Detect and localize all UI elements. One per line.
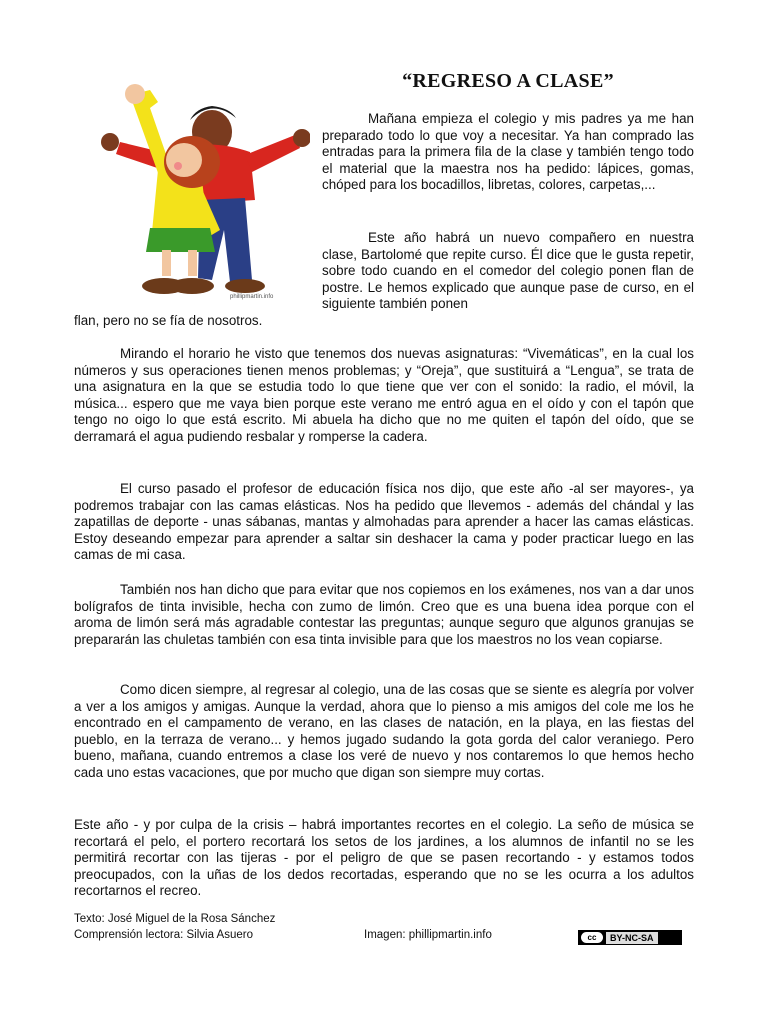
document-title: “REGRESO A CLASE”: [402, 70, 614, 92]
illustration-watermark: phillipmartin.info: [230, 294, 274, 300]
creative-commons-icon: cc: [581, 932, 603, 943]
paragraph-7: Este año - y por culpa de la crisis – habrá importantes recortes en el colegio. La seño de música se recortará el pelo, el portero recortará los setos de los jardines, a los alumnos de infantil no se les permitirá recortar con las tijeras - por el peligro de que se pasen recortando - y estamos todos preocupados, con la uñas de los dedos recortadas, esperando que no se les ocurra a los adultos recortarnos el recreo.: [74, 817, 694, 899]
paragraph-1: Mañana empieza el colegio y mis padres ya me han preparado todo lo que voy a necesitar. Ya han comprado las entradas para la primera fila de la clase y también tengo todo el material que la maestra nos ha pedido: lápices, gomas, chóped para los bocadillos, libretas, colores, carpetas,...: [322, 111, 694, 193]
comprehension-credit: Comprensión lectora: Silvia Asuero: [74, 929, 253, 941]
license-label: BY-NC-SA: [606, 932, 658, 944]
text-author-credit: Texto: José Miguel de la Rosa Sánchez: [74, 913, 276, 925]
paragraph-3: Mirando el horario he visto que tenemos dos nuevas asignaturas: “Vivemáticas”, en la cual los números y sus operaciones tienen menos problemas; y “Oreja”, que sustituirá a “Lengua”, se trata de una asignatura en la que se estudia todo lo que tiene que ver con el sonido: la radio, el móvil, la música... espero que me vaya bien porque este verano me entró agua en el oído y con el tapón que tengo no oigo lo que está escrito. Mi abuela ha dicho que no me quiten el tapón del oído, que se derramará el agua pudiendo resbalar y romperse la cadera.: [74, 346, 694, 444]
paragraph-6: Como dicen siempre, al regresar al colegio, una de las cosas que se siente es alegría por volver a ver a los amigos y amigas. Aunque la verdad, ahora que lo pienso a mis amigos del cole me los he encontrado en el campamento de verano, en las clases de natación, en la playa, en las fiestas del pueblo, en la terraza de verano... y hemos jugado sudando la gota gorda del calor veraniego. Pero bueno, mañana, cuando entremos a clase los veré de nuevo y nos contaremos lo que hemos hecho cada uno estas vacaciones, que por mucho que digan son siempre muy cortas.: [74, 682, 694, 780]
paragraph-5: También nos han dicho que para evitar que nos copiemos en los exámenes, nos van a dar unos bolígrafos de tinta invisible, hecha con zumo de limón. Creo que es una buena idea porque con el aroma de limón será más agradable contestar las preguntas; aunque seguro que algunos granujas se prepararán las chuletas también con esa tinta invisible para que los maestros no los vean copiarse.: [74, 582, 694, 647]
image-credit: Imagen: phillipmartin.info: [364, 929, 492, 941]
paragraph-2: Este año habrá un nuevo compañero en nuestra clase, Bartolomé que repite curso. Él dice que le gusta repetir, sobre todo cuando en el comedor del colegio ponen flan de postre. Le hemos explicado que aunque pase de curso, en el siguiente también ponen: [322, 230, 694, 312]
paragraph-4: El curso pasado el profesor de educación física nos dijo, que este año -al ser mayores-, ya podremos trabajar con las camas elásticas. Nos ha pedido que llevemos - además del chándal y las zapatillas de deporte - unas sábanas, mantas y almohadas para aprender a hacer las camas elásticas. Estoy deseando empezar para aprender a saltar sin deshacer la cama y poder practicar luego en las camas de mi casa.: [74, 481, 694, 563]
paragraph-2-tail: flan, pero no se fía de nosotros.: [74, 313, 263, 328]
cc-license-badge[interactable]: [578, 930, 682, 945]
two-children-hugging-illustration: [80, 80, 310, 310]
